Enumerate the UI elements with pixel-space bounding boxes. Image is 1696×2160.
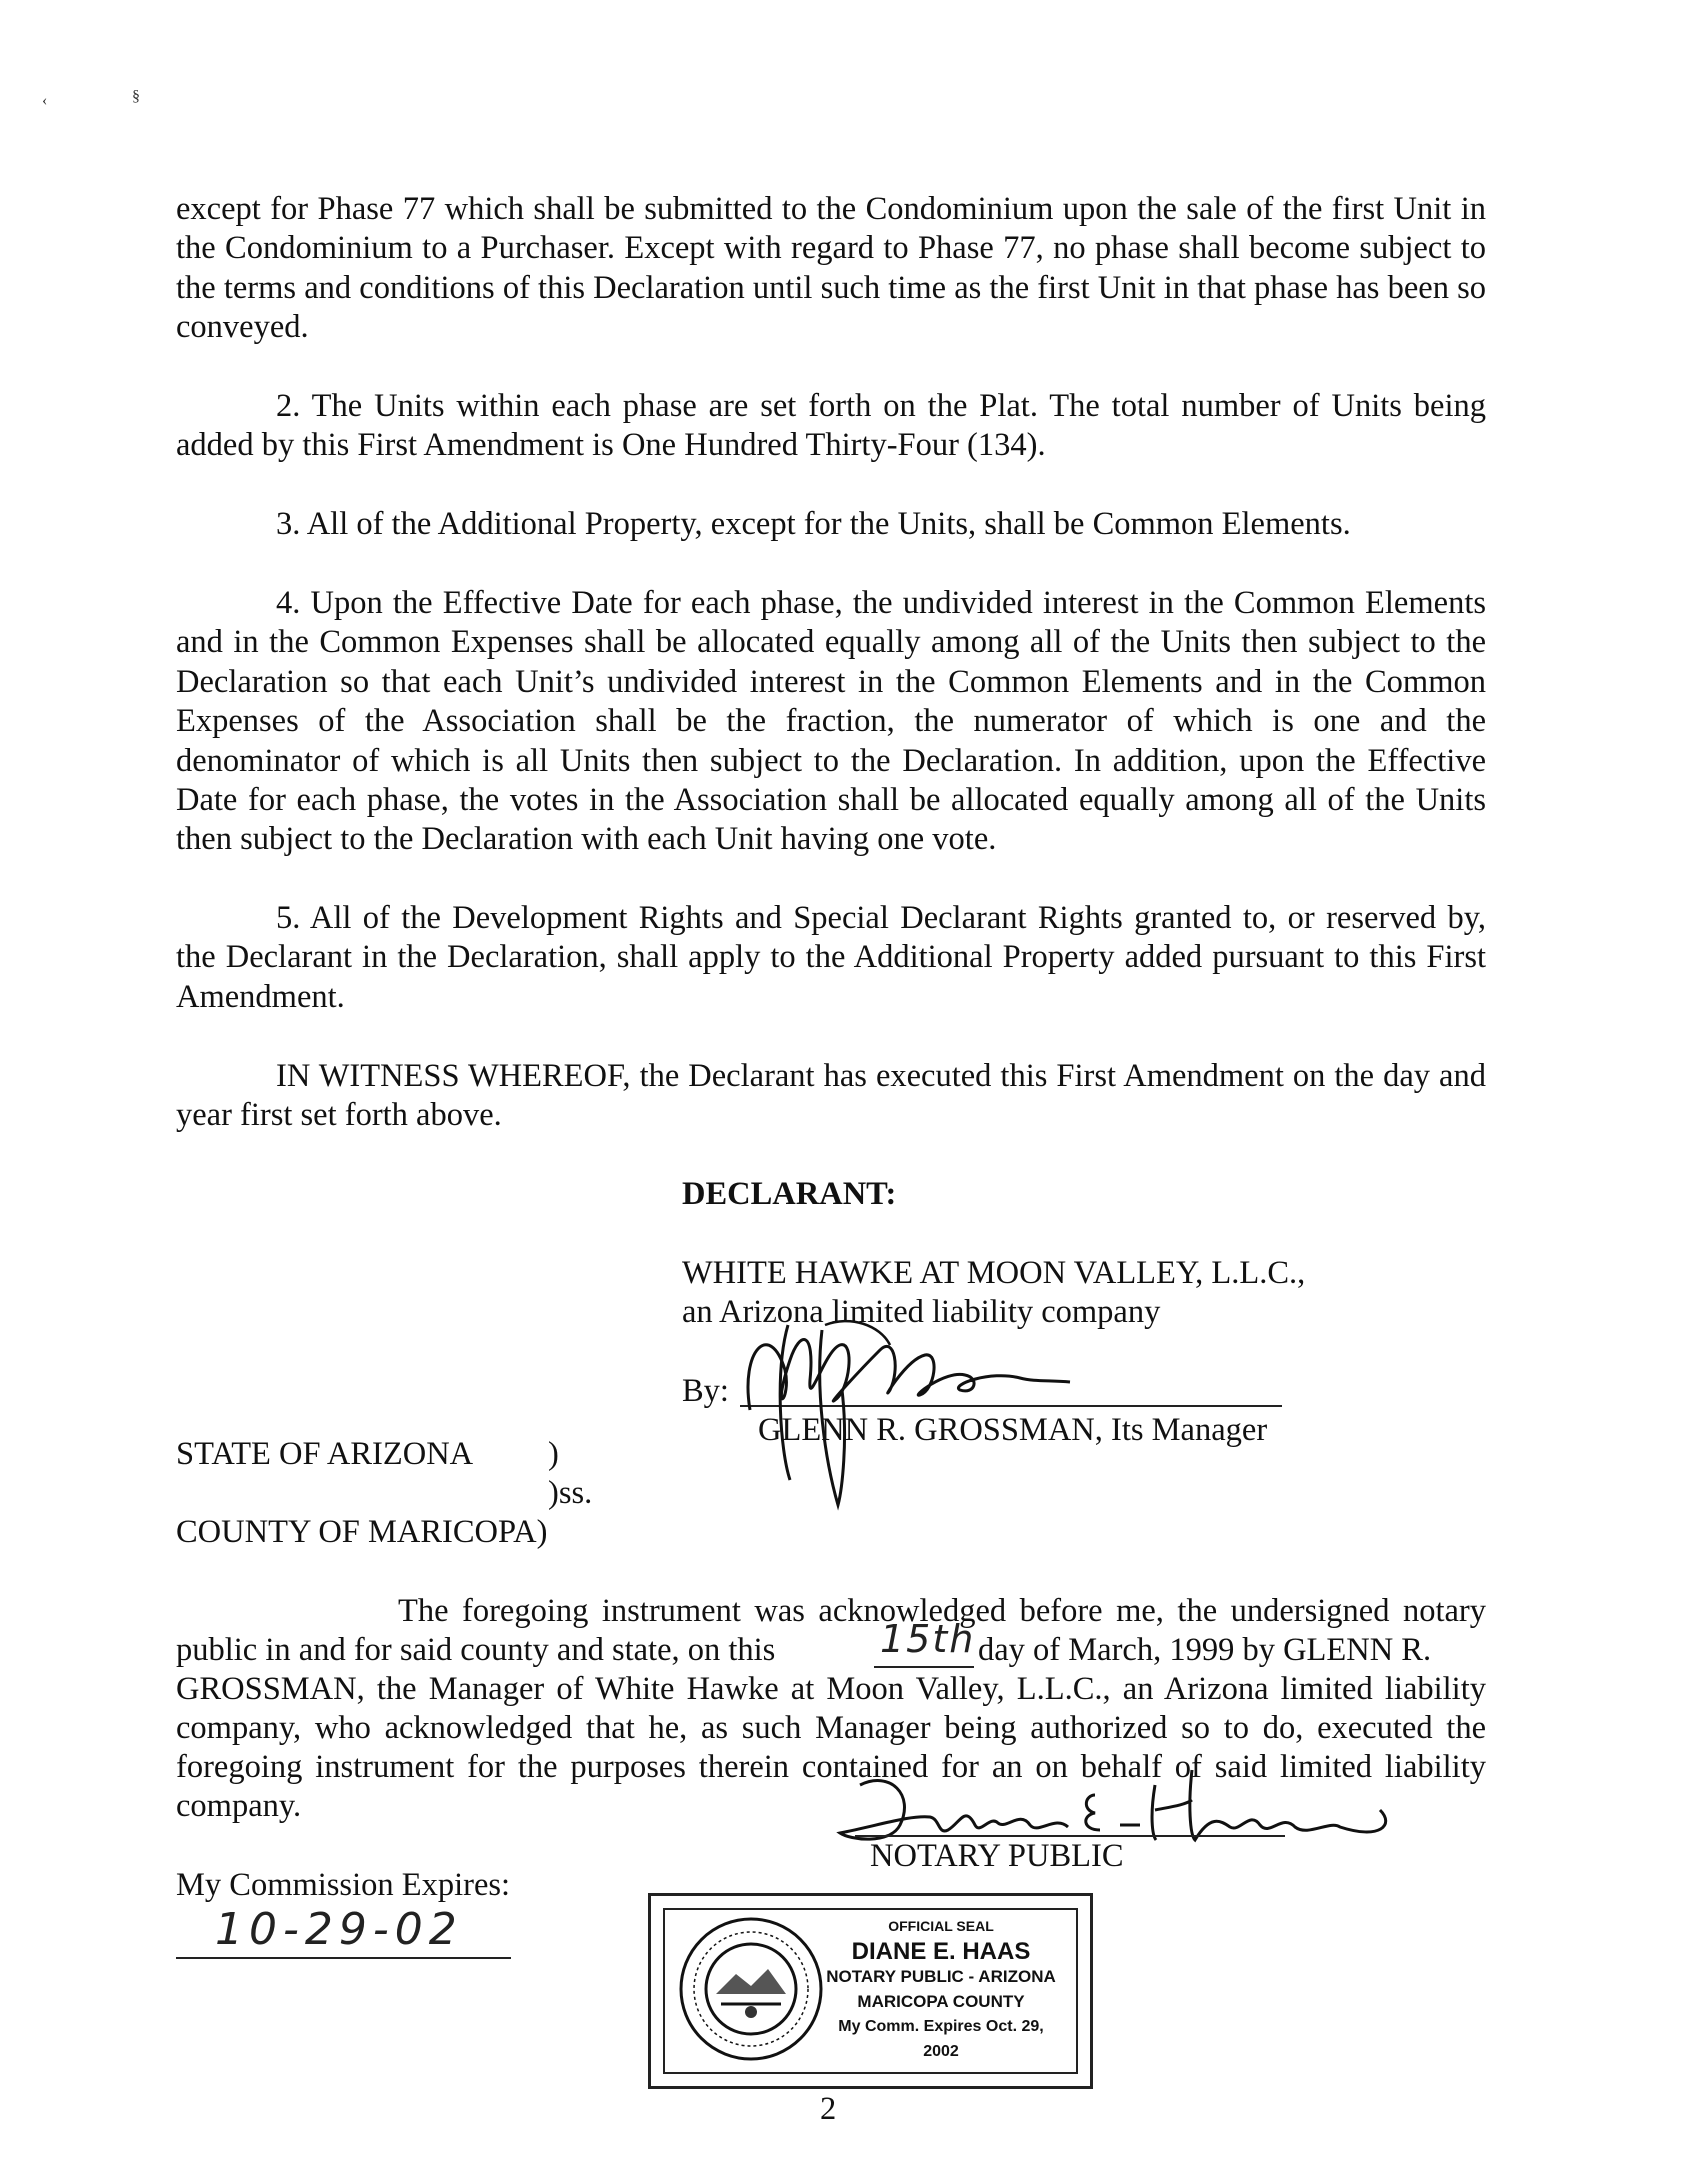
paragraph-3: 3. All of the Additional Property, except for the Units, shall be Common Elements. <box>276 506 1351 542</box>
declarant-signature <box>730 1290 1090 1515</box>
seal-line-4: MARICOPA COUNTY <box>857 1992 1025 2011</box>
venue-paren: ) <box>548 1436 559 1472</box>
paragraph-1: except for Phase 77 which shall be submitted to the Condominium upon the sale of the first Unit in the Condominium to a Purchaser. Except with regard to Phase 77, no phase shall become subject to the terms and conditions of this Declaration until such time as the first Unit in that phase has been so conveyed. <box>176 191 1486 346</box>
company-description: an Arizona limited liability company <box>682 1294 1161 1330</box>
scan-mark: ‹ <box>42 92 48 109</box>
paragraph-4: 4. Upon the Effective Date for each phase, the undivided interest in the Common Elements and in the Common Expenses shall be allocated equally among all of the Units then subject to the Declaration so that each Unit’s undivided interest in the Common Elements and in the Common Expenses of the Association shall be the fraction, the numerator of which is one and the denominator of which is all Units then subject to the Declaration. In addition, upon the Effective Date for each phase, the votes in the Association shall be allocated equally among all of the Units then subject to the Declaration with each Unit having one vote. <box>176 585 1486 858</box>
ack-line-3: GROSSMAN, the Manager of White Hawke at Moon Valley, L.L.C., an Arizona limited liability <box>176 1671 1486 1707</box>
paragraph-2: 2. The Units within each phase are set forth on the Plat. The total number of Units being added by this First Amendment is One Hundred Thirty-Four (134). <box>176 388 1486 464</box>
page-number: 2 <box>820 2091 837 2127</box>
venue-state: STATE OF ARIZONA <box>176 1436 474 1472</box>
state-seal-emblem-icon <box>676 1914 826 2064</box>
ack-line-2b: day of March, 1999 by GLENN R. <box>978 1632 1432 1668</box>
scan-mark: § <box>132 88 140 105</box>
by-label: By: <box>682 1373 729 1409</box>
signer-name: GLENN R. GROSSMAN, Its Manager <box>758 1412 1268 1448</box>
day-underline <box>874 1666 974 1668</box>
notary-seal <box>648 1893 1093 2089</box>
seal-line-1: OFFICIAL SEAL <box>888 1918 994 1934</box>
notary-label: NOTARY PUBLIC <box>870 1838 1124 1874</box>
seal-line-3: NOTARY PUBLIC - ARIZONA <box>826 1967 1056 1986</box>
seal-line-2: DIANE E. HAAS <box>851 1938 1031 1965</box>
venue-ss: )ss. <box>548 1475 593 1511</box>
commission-label: My Commission Expires: <box>176 1867 511 1903</box>
commission-underline <box>176 1957 511 1959</box>
venue-county: COUNTY OF MARICOPA) <box>176 1514 548 1550</box>
ack-line-6: company. <box>176 1788 302 1824</box>
declarant-heading: DECLARANT: <box>682 1176 897 1212</box>
paragraph-6: IN WITNESS WHEREOF, the Declarant has executed this First Amendment on the day and year first set forth above. <box>176 1058 1486 1134</box>
handwritten-day: 15th <box>880 1617 976 1661</box>
company-name: WHITE HAWKE AT MOON VALLEY, L.L.C., <box>682 1255 1306 1291</box>
ack-line-4: company, who acknowledged that he, as such Manager being authorized so to do, executed the <box>176 1710 1486 1746</box>
seal-line-5: My Comm. Expires Oct. 29, 2002 <box>838 2018 1044 2060</box>
commission-date: 10-29-02 <box>215 1904 463 1955</box>
seal-text <box>821 1914 1061 2064</box>
ack-line-2a: public in and for said county and state, on this <box>176 1632 776 1668</box>
ack-line-1: The foregoing instrument was acknowledged before me, the undersigned notary <box>398 1593 1486 1629</box>
ack-line-5: foregoing instrument for the purposes therein contained for an on behalf of said limited liability <box>176 1749 1486 1785</box>
paragraph-5: 5. All of the Development Rights and Special Declarant Rights granted to, or reserved by, the Declarant in the Declaration, shall apply to the Additional Property added pursuant to this First Amendment. <box>176 900 1486 1015</box>
